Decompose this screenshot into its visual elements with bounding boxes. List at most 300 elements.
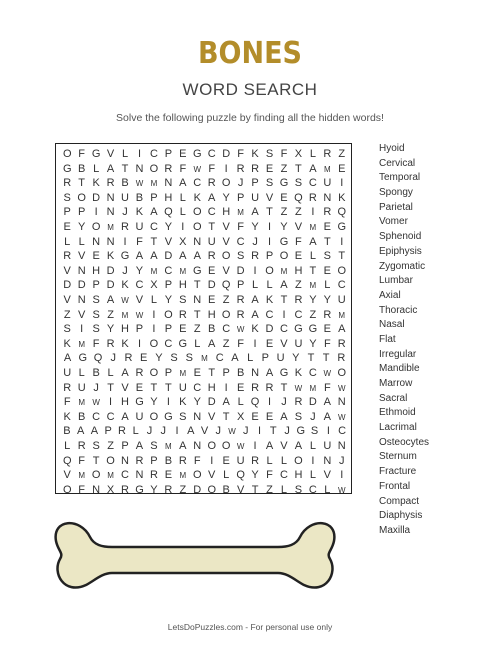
- grid-letter: I: [137, 337, 141, 350]
- grid-letter: U: [121, 191, 129, 204]
- grid-letter: P: [150, 191, 158, 204]
- grid-letter: P: [135, 323, 144, 336]
- grid-letter: R: [236, 308, 245, 321]
- grid-letter: F: [78, 454, 86, 467]
- word-list-item: Sternum: [379, 451, 417, 463]
- grid-letter: S: [265, 148, 274, 160]
- grid-letter: Y: [164, 221, 173, 233]
- grid-letter: Y: [135, 264, 144, 277]
- grid-letter: E: [265, 410, 274, 423]
- grid-letter: S: [185, 352, 193, 365]
- grid-letter: R: [294, 294, 303, 306]
- grid-letter: N: [323, 191, 332, 204]
- grid-letter: R: [236, 162, 245, 175]
- grid-letter: A: [193, 250, 201, 263]
- word-list-item: Sacral: [379, 392, 408, 404]
- grid-letter: P: [121, 440, 129, 452]
- grid-letter: J: [160, 425, 166, 438]
- grid-letter: V: [121, 381, 129, 394]
- grid-letter: G: [135, 396, 144, 409]
- grid-letter: O: [62, 483, 72, 496]
- grid-letter: V: [78, 250, 86, 263]
- grid-letter: P: [265, 250, 274, 263]
- grid-row: [56, 482, 351, 499]
- grid-letter: R: [323, 148, 332, 160]
- grid-letter: W: [337, 412, 346, 422]
- grid-letter: N: [193, 410, 202, 423]
- grid-letter: L: [179, 206, 186, 219]
- grid-letter: O: [279, 250, 289, 263]
- grid-letter: A: [121, 367, 129, 379]
- grid-letter: P: [261, 352, 269, 365]
- grid-letter: A: [187, 425, 195, 438]
- footer-text: LetsDoPuzzles.com - For personal use only: [167, 622, 333, 632]
- grid-letter: R: [323, 308, 332, 321]
- word-list-item: Lacrimal: [379, 422, 417, 434]
- word-list-item: Parietal: [379, 201, 413, 213]
- grid-letter: J: [252, 235, 258, 248]
- grid-letter: T: [222, 410, 230, 423]
- grid-letter: K: [92, 177, 100, 190]
- grid-letter: C: [135, 279, 144, 292]
- grid-letter: Z: [338, 148, 346, 160]
- grid-letter: R: [135, 367, 144, 379]
- grid-letter: D: [207, 396, 216, 409]
- grid-letter: S: [170, 352, 178, 365]
- grid-letter: O: [91, 221, 101, 233]
- grid-letter: I: [181, 221, 185, 233]
- grid-letter: F: [136, 235, 143, 248]
- grid-letter: A: [63, 352, 72, 365]
- grid-letter: F: [92, 337, 100, 350]
- grid-letter: C: [308, 367, 317, 379]
- grid-letter: V: [265, 191, 274, 204]
- grid-letter: G: [279, 367, 289, 379]
- grid-letter: R: [63, 250, 72, 263]
- grid-letter: Z: [107, 440, 114, 452]
- grid-letter: E: [179, 148, 187, 160]
- grid-letter: I: [137, 148, 141, 160]
- word-list-item: Diaphysis: [379, 510, 423, 522]
- word-list-item: Epiphysis: [379, 245, 422, 257]
- grid-letter: L: [179, 191, 186, 204]
- grid-letter: Z: [193, 323, 201, 336]
- grid-letter: V: [78, 308, 86, 321]
- grid-letter: J: [281, 396, 287, 409]
- letter-grid: [55, 143, 352, 494]
- grid-letter: T: [269, 425, 277, 438]
- grid-letter: A: [231, 352, 239, 365]
- grid-letter: T: [193, 308, 201, 321]
- grid-letter: A: [222, 396, 230, 409]
- grid-letter: I: [267, 221, 272, 233]
- grid-letter: A: [76, 425, 85, 438]
- grid-letter: P: [251, 177, 259, 190]
- grid-letter: T: [208, 221, 216, 233]
- grid-letter: N: [337, 396, 346, 409]
- grid-letter: J: [146, 425, 153, 438]
- grid-letter: P: [222, 367, 230, 379]
- grid-letter: O: [221, 440, 231, 452]
- grid-letter: N: [323, 454, 332, 467]
- grid-letter: A: [121, 410, 129, 423]
- grid-letter: F: [208, 162, 216, 175]
- grid-letter: F: [266, 469, 273, 482]
- grid-letter: G: [294, 323, 303, 336]
- grid-letter: K: [251, 148, 259, 160]
- grid-letter: M: [338, 310, 346, 320]
- grid-letter: Z: [280, 162, 288, 175]
- grid-letter: B: [92, 367, 100, 379]
- grid-letter: N: [106, 235, 115, 248]
- grid-letter: P: [164, 367, 173, 379]
- grid-letter: Y: [251, 221, 259, 233]
- grid-letter: R: [323, 206, 332, 219]
- grid-letter: G: [308, 323, 318, 336]
- grid-letter: X: [150, 279, 158, 292]
- grid-letter: A: [323, 410, 331, 423]
- grid-letter: C: [215, 352, 224, 365]
- grid-letter: M: [150, 266, 158, 276]
- grid-letter: I: [340, 235, 344, 248]
- grid-letter: N: [121, 454, 129, 467]
- grid-letter: R: [164, 162, 173, 175]
- grid-letter: U: [178, 381, 187, 394]
- grid-letter: Y: [280, 221, 288, 233]
- grid-letter: M: [237, 208, 244, 218]
- grid-letter: S: [294, 483, 303, 496]
- grid-letter: Y: [222, 191, 230, 204]
- grid-letter: R: [251, 250, 260, 263]
- grid-letter: C: [338, 425, 347, 438]
- grid-letter: K: [251, 323, 259, 336]
- grid-letter: A: [90, 425, 99, 438]
- grid-letter: J: [110, 352, 116, 365]
- grid-letter: L: [223, 469, 230, 482]
- grid-letter: R: [236, 294, 245, 306]
- grid-letter: J: [243, 425, 249, 438]
- grid-letter: V: [323, 469, 331, 482]
- grid-letter: J: [284, 425, 290, 438]
- grid-letter: I: [109, 396, 113, 409]
- grid-letter: W: [135, 310, 144, 320]
- grid-letter: C: [308, 483, 317, 496]
- grid-letter: L: [309, 440, 316, 452]
- grid-letter: D: [106, 264, 115, 277]
- grid-letter: K: [179, 396, 187, 409]
- grid-letter: G: [192, 264, 202, 277]
- grid-letter: L: [194, 337, 201, 350]
- grid-letter: O: [221, 250, 231, 263]
- grid-letter: W: [236, 325, 245, 335]
- grid-letter: A: [251, 308, 259, 321]
- grid-letter: L: [309, 148, 316, 160]
- word-list-item: Frontal: [379, 480, 411, 492]
- grid-letter: U: [236, 454, 245, 467]
- grid-letter: I: [175, 425, 179, 438]
- grid-letter: B: [78, 410, 86, 423]
- grid-letter: V: [222, 221, 230, 233]
- grid-letter: I: [340, 177, 344, 190]
- grid-letter: J: [339, 454, 345, 467]
- grid-letter: M: [150, 179, 158, 189]
- grid-letter: I: [253, 264, 257, 277]
- grid-letter: I: [224, 162, 228, 175]
- grid-letter: Z: [309, 308, 317, 321]
- grid-letter: S: [92, 294, 100, 306]
- grid-letter: F: [63, 396, 71, 409]
- grid-letter: P: [104, 425, 112, 438]
- grid-letter: N: [135, 469, 144, 482]
- grid-letter: K: [106, 250, 115, 263]
- grid-letter: I: [152, 323, 156, 336]
- grid-letter: V: [208, 410, 216, 423]
- grid-letter: Y: [164, 294, 173, 306]
- grid-letter: C: [193, 177, 202, 190]
- grid-letter: N: [77, 294, 86, 306]
- grid-letter: U: [337, 294, 346, 306]
- grid-letter: T: [121, 162, 129, 175]
- grid-letter: O: [207, 440, 216, 452]
- grid-letter: F: [78, 483, 86, 496]
- grid-letter: L: [237, 396, 244, 409]
- grid-letter: T: [208, 367, 216, 379]
- grid-letter: O: [192, 469, 202, 482]
- grid-letter: T: [309, 264, 317, 277]
- grid-letter: M: [309, 223, 317, 232]
- grid-letter: Y: [309, 294, 317, 306]
- grid-letter: C: [236, 235, 245, 248]
- grid-letter: M: [323, 164, 331, 174]
- grid-letter: I: [267, 396, 272, 409]
- grid-letter: G: [135, 483, 144, 496]
- grid-letter: C: [279, 323, 288, 336]
- grid-letter: P: [92, 279, 100, 292]
- grid-letter: Q: [294, 191, 303, 204]
- grid-letter: C: [207, 206, 216, 219]
- word-list-item: Marrow: [379, 378, 413, 389]
- grid-letter: H: [121, 396, 129, 409]
- grid-letter: S: [63, 191, 71, 204]
- grid-letter: S: [294, 177, 303, 190]
- grid-letter: V: [63, 264, 71, 277]
- grid-letter: K: [338, 191, 346, 204]
- grid-letter: G: [120, 250, 130, 263]
- instructions-text: Solve the following puzzle by finding all the hidden words!: [116, 112, 384, 124]
- grid-letter: H: [222, 206, 231, 219]
- grid-letter: R: [124, 352, 133, 365]
- grid-letter: Q: [236, 469, 245, 482]
- grid-letter: H: [207, 308, 216, 321]
- grid-letter: V: [294, 221, 303, 233]
- grid-letter: R: [294, 396, 303, 409]
- grid-letter: U: [323, 440, 332, 452]
- grid-letter: R: [337, 337, 346, 350]
- grid-letter: R: [77, 440, 86, 452]
- grid-letter: I: [311, 206, 315, 219]
- grid-letter: A: [280, 410, 288, 423]
- grid-letter: A: [265, 367, 274, 379]
- grid-letter: F: [295, 235, 302, 248]
- grid-letter: R: [251, 381, 260, 394]
- grid-letter: D: [222, 148, 231, 160]
- grid-letter: V: [135, 294, 144, 306]
- grid-letter: M: [179, 369, 187, 378]
- grid-letter: A: [150, 250, 158, 263]
- grid-letter: A: [309, 162, 317, 175]
- word-list-item: Flat: [379, 333, 396, 345]
- grid-letter: N: [135, 162, 144, 175]
- grid-letter: R: [207, 177, 216, 190]
- grid-letter: L: [266, 279, 273, 292]
- word-list-item: Vomer: [379, 216, 408, 228]
- grid-letter: O: [149, 337, 159, 350]
- grid-letter: Y: [150, 396, 158, 409]
- grid-letter: O: [207, 483, 216, 496]
- grid-letter: N: [251, 367, 260, 379]
- grid-letter: U: [323, 177, 332, 190]
- word-list-item: Ethmoid: [379, 407, 416, 419]
- grid-letter: O: [192, 206, 202, 219]
- grid-letter: A: [251, 294, 259, 306]
- grid-letter: C: [106, 410, 115, 423]
- grid-letter: A: [208, 337, 216, 350]
- grid-letter: E: [294, 250, 303, 263]
- grid-letter: E: [208, 294, 216, 306]
- puzzle-title: BONES: [197, 36, 303, 71]
- grid-letter: M: [165, 442, 172, 451]
- grid-letter: U: [77, 381, 86, 394]
- grid-letter: S: [179, 410, 187, 423]
- word-list-item: Sphenoid: [379, 231, 422, 243]
- grid-letter: T: [338, 250, 346, 263]
- word-list-item: Nasal: [379, 319, 405, 331]
- grid-letter: B: [63, 425, 71, 438]
- grid-letter: O: [294, 454, 303, 467]
- grid-letter: A: [135, 440, 144, 452]
- grid-letter: S: [323, 250, 331, 263]
- word-list-item: Temporal: [379, 172, 421, 184]
- grid-letter: W: [121, 296, 129, 305]
- grid-letter: D: [207, 279, 216, 292]
- grid-letter: P: [63, 206, 71, 219]
- grid-letter: E: [135, 381, 144, 394]
- grid-letter: E: [265, 162, 274, 175]
- grid-letter: L: [107, 367, 114, 379]
- grid-letter: T: [322, 352, 330, 365]
- grid-letter: R: [63, 177, 72, 190]
- grid-letter: E: [208, 264, 216, 277]
- grid-letter: J: [93, 381, 99, 394]
- grid-letter: B: [236, 367, 245, 379]
- grid-letter: L: [266, 454, 273, 467]
- grid-letter: Z: [179, 483, 187, 496]
- grid-letter: A: [265, 440, 274, 452]
- grid-letter: Y: [309, 337, 317, 350]
- grid-letter: E: [280, 191, 288, 204]
- grid-letter: G: [91, 148, 101, 160]
- grid-letter: A: [150, 206, 158, 219]
- grid-letter: B: [208, 323, 216, 336]
- grid-letter: L: [247, 352, 254, 365]
- grid-letter: H: [294, 264, 303, 277]
- grid-letter: L: [64, 235, 71, 248]
- grid-letter: K: [294, 367, 303, 379]
- grid-letter: T: [266, 206, 273, 219]
- grid-letter: O: [265, 264, 274, 277]
- grid-letter: W: [228, 427, 236, 437]
- grid-letter: K: [121, 279, 129, 292]
- grid-letter: V: [106, 148, 115, 160]
- grid-letter: G: [78, 352, 88, 365]
- grid-letter: U: [251, 191, 260, 204]
- grid-letter: R: [251, 454, 260, 467]
- grid-letter: Q: [221, 279, 231, 292]
- grid-letter: M: [78, 398, 85, 408]
- grid-letter: Y: [323, 294, 331, 306]
- grid-letter: I: [258, 425, 262, 438]
- grid-letter: T: [251, 483, 259, 496]
- grid-letter: E: [236, 381, 245, 394]
- grid-letter: L: [132, 425, 139, 438]
- grid-letter: F: [78, 148, 86, 160]
- grid-letter: H: [178, 279, 187, 292]
- grid-letter: R: [207, 250, 216, 263]
- grid-letter: A: [338, 323, 346, 336]
- grid-letter: Z: [222, 337, 230, 350]
- grid-letter: W: [193, 164, 202, 174]
- grid-letter: R: [251, 162, 260, 175]
- grid-letter: F: [179, 162, 187, 175]
- grid-letter: N: [337, 440, 346, 452]
- grid-letter: V: [208, 469, 216, 482]
- grid-letter: O: [149, 162, 159, 175]
- grid-letter: L: [324, 483, 331, 496]
- grid-letter: P: [236, 279, 245, 292]
- grid-letter: R: [337, 352, 346, 365]
- word-list-item: Mandible: [379, 363, 420, 375]
- grid-letter: Z: [295, 206, 302, 219]
- grid-letter: A: [179, 250, 187, 263]
- word-list: [379, 142, 489, 539]
- grid-letter: L: [78, 367, 85, 379]
- grid-letter: H: [294, 469, 303, 482]
- grid-letter: R: [265, 381, 274, 394]
- grid-letter: V: [63, 294, 71, 306]
- grid-letter: V: [222, 235, 230, 248]
- grid-letter: M: [309, 281, 317, 291]
- grid-letter: N: [193, 440, 202, 452]
- grid-letter: R: [178, 454, 187, 467]
- grid-letter: T: [280, 381, 288, 394]
- grid-letter: M: [309, 383, 317, 393]
- grid-letter: I: [166, 396, 170, 409]
- grid-letter: G: [62, 162, 72, 175]
- grid-letter: J: [310, 410, 316, 423]
- grid-letter: G: [279, 177, 289, 190]
- grid-letter: M: [201, 354, 208, 364]
- grid-letter: A: [179, 440, 187, 452]
- grid-letter: B: [121, 177, 129, 190]
- grid-letter: E: [179, 323, 187, 336]
- grid-letter: S: [265, 177, 274, 190]
- grid-letter: G: [279, 235, 289, 248]
- grid-letter: V: [200, 425, 209, 438]
- grid-letter: W: [135, 179, 144, 189]
- grid-letter: T: [295, 162, 302, 175]
- grid-letter: C: [164, 264, 173, 277]
- grid-letter: U: [63, 367, 72, 379]
